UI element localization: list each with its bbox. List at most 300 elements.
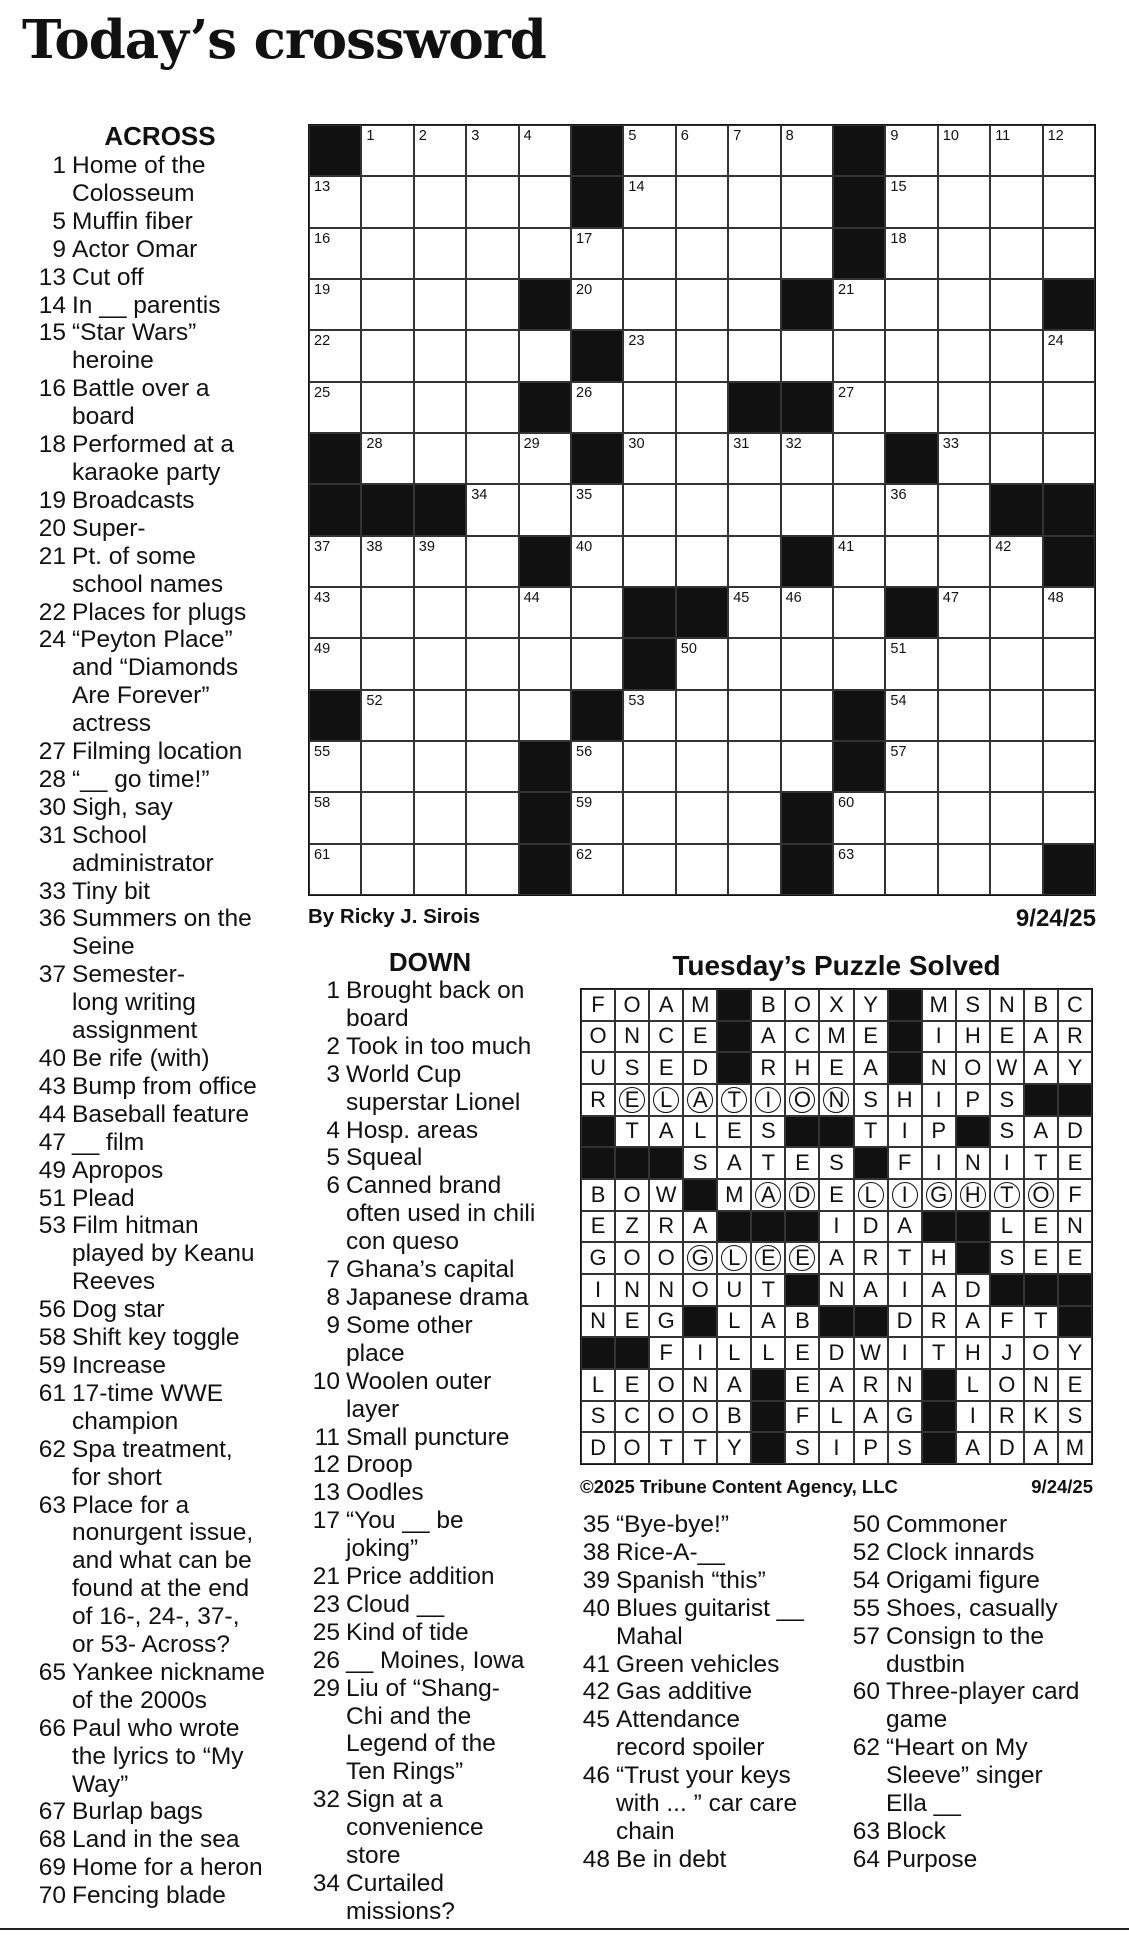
answer-cell[interactable] [1043,382,1095,433]
answer-cell[interactable] [885,536,937,587]
answer-cell[interactable] [938,228,990,279]
solution-black-square [785,1274,819,1306]
clue-number: 59 [38,1351,66,1379]
answer-cell[interactable] [1043,792,1095,843]
answer-cell[interactable] [466,690,518,741]
solution-letter: A [819,1242,853,1274]
answer-cell[interactable] [885,330,937,381]
answer-cell[interactable] [728,279,780,330]
answer-cell[interactable] [414,433,466,484]
answer-cell[interactable] [990,228,1042,279]
answer-cell[interactable] [414,228,466,279]
black-square [781,279,833,330]
answer-cell[interactable] [990,279,1042,330]
answer-cell[interactable] [728,176,780,227]
cell-number: 62 [576,846,593,863]
answer-cell[interactable] [676,690,728,741]
answer-cell[interactable] [676,792,728,843]
answer-cell[interactable] [938,536,990,587]
clue-item [308,1647,570,1675]
answer-cell[interactable] [414,536,466,587]
clue-number: 16 [38,375,66,403]
answer-cell[interactable] [361,587,413,638]
answer-cell[interactable] [414,638,466,689]
cell-number: 44 [523,589,540,606]
answer-cell[interactable] [885,484,937,535]
solution-letter: F [581,989,615,1021]
answer-cell[interactable] [885,382,937,433]
answer-cell[interactable] [571,741,623,792]
cell-number: 43 [314,589,331,606]
answer-cell[interactable] [833,844,885,895]
answer-cell[interactable] [519,433,571,484]
solution-black-square [819,1116,853,1148]
answer-cell[interactable] [885,792,937,843]
answer-cell[interactable] [676,382,728,433]
answer-cell[interactable] [466,484,518,535]
answer-cell[interactable] [519,484,571,535]
answer-cell[interactable] [623,176,675,227]
solution-black-square [717,1021,751,1053]
answer-cell[interactable] [676,279,728,330]
answer-cell[interactable] [676,638,728,689]
answer-cell[interactable] [466,125,518,176]
answer-cell[interactable] [466,279,518,330]
answer-cell[interactable] [309,330,361,381]
answer-cell[interactable] [466,228,518,279]
answer-cell[interactable] [990,690,1042,741]
answer-cell[interactable] [309,587,361,638]
answer-cell[interactable] [1043,228,1095,279]
answer-cell[interactable] [623,382,675,433]
answer-cell[interactable] [833,279,885,330]
clue-number: 39 [582,1566,610,1594]
answer-cell[interactable] [990,638,1042,689]
answer-cell[interactable] [833,330,885,381]
answer-cell[interactable] [519,228,571,279]
answer-cell[interactable] [519,330,571,381]
answer-cell[interactable] [571,536,623,587]
answer-cell[interactable] [466,433,518,484]
clue-item [578,1762,846,1846]
clue-item [308,1563,570,1591]
cell-number: 55 [314,743,331,760]
solution-letter: W [649,1179,683,1211]
solution-letter: D [683,1052,717,1084]
solution-letter: B [717,1401,751,1433]
answer-cell[interactable] [309,638,361,689]
answer-cell[interactable] [728,638,780,689]
solution-letter: T [649,1432,683,1464]
answer-cell[interactable] [990,125,1042,176]
answer-cell[interactable] [466,792,518,843]
answer-cell[interactable] [990,433,1042,484]
answer-cell[interactable] [361,536,413,587]
solution-letter: R [1058,1021,1092,1053]
answer-cell[interactable] [833,382,885,433]
answer-cell[interactable] [1043,433,1095,484]
cell-number: 63 [838,846,855,863]
answer-cell[interactable] [938,844,990,895]
solution-letter: Z [615,1211,649,1243]
answer-cell[interactable] [414,792,466,843]
solution-letter: I [888,1116,922,1148]
cell-number: 1 [366,128,375,144]
answer-cell[interactable] [519,125,571,176]
answer-cell[interactable] [623,330,675,381]
answer-cell[interactable] [833,792,885,843]
clue-item [308,1033,570,1061]
solution-letter: E [1024,1242,1058,1274]
answer-cell[interactable] [885,741,937,792]
solution-black-square [615,1337,649,1369]
solution-letter: R [581,1084,615,1116]
solution-letter: R [922,1306,956,1338]
answer-cell[interactable] [938,330,990,381]
clue-text-line: and “Diamonds [72,654,239,682]
answer-cell[interactable] [1043,125,1095,176]
answer-cell[interactable] [728,690,780,741]
solution-letter: U [581,1052,615,1084]
clue-text-line: Dog star [72,1296,165,1324]
solution-letter: I [683,1337,717,1369]
clue-text-line: Super- [72,514,146,542]
answer-cell[interactable] [990,176,1042,227]
solution-black-square [751,1211,785,1243]
answer-cell[interactable] [466,741,518,792]
answer-cell[interactable] [728,330,780,381]
answer-cell[interactable] [885,638,937,689]
clue-text-line: Spanish “this” [616,1566,766,1594]
solution-black-square [717,1211,751,1243]
answer-cell[interactable] [781,690,833,741]
answer-cell[interactable] [676,844,728,895]
solution-letter: N [956,1147,990,1179]
answer-cell[interactable] [676,176,728,227]
answer-cell[interactable] [781,638,833,689]
answer-cell[interactable] [728,844,780,895]
solution-letter: E [785,1147,819,1179]
answer-cell[interactable] [885,228,937,279]
answer-cell[interactable] [676,330,728,381]
clue-item [34,236,306,264]
answer-cell[interactable] [466,638,518,689]
clue-number: 45 [582,1706,610,1734]
answer-cell[interactable] [990,587,1042,638]
solution-letter: F [785,1401,819,1433]
answer-cell[interactable] [676,228,728,279]
answer-cell[interactable] [938,433,990,484]
answer-cell[interactable] [361,176,413,227]
cell-number: 33 [942,435,959,452]
clue-number: 56 [38,1296,66,1324]
answer-cell[interactable] [519,587,571,638]
answer-cell[interactable] [309,176,361,227]
answer-cell[interactable] [571,382,623,433]
clue-number: 67 [38,1798,66,1826]
answer-cell[interactable] [938,638,990,689]
clue-text-line: for short [72,1463,162,1491]
answer-cell[interactable] [361,844,413,895]
answer-cell[interactable] [466,844,518,895]
answer-cell[interactable] [623,433,675,484]
answer-cell[interactable] [938,741,990,792]
answer-cell[interactable] [676,536,728,587]
answer-cell[interactable] [833,587,885,638]
answer-cell[interactable] [623,228,675,279]
cell-number: 46 [785,589,802,606]
answer-cell[interactable] [833,536,885,587]
answer-cell[interactable] [414,587,466,638]
cell-number: 54 [890,692,907,709]
answer-cell[interactable] [1043,741,1095,792]
answer-cell[interactable] [833,484,885,535]
clue-item [308,1284,570,1312]
solution-black-square [683,1179,717,1211]
clue-text-line: Paul who wrote [72,1714,240,1742]
answer-cell[interactable] [833,433,885,484]
answer-cell[interactable] [309,792,361,843]
answer-cell[interactable] [623,690,675,741]
answer-cell[interactable] [781,228,833,279]
solution-letter: F [649,1337,683,1369]
answer-cell[interactable] [414,382,466,433]
answer-cell[interactable] [414,176,466,227]
solution-letter: E [819,1179,853,1211]
clue-number: 18 [38,431,66,459]
clue-text-line: of 16-, 24-, 37-, [72,1603,240,1631]
clue-number: 28 [38,765,66,793]
solution-letter: R [649,1211,683,1243]
answer-cell[interactable] [938,690,990,741]
answer-cell[interactable] [938,792,990,843]
answer-cell[interactable] [676,741,728,792]
cell-number: 59 [576,795,593,812]
answer-cell[interactable] [361,279,413,330]
solution-letter: L [819,1401,853,1433]
solution-letter: T [922,1337,956,1369]
answer-cell[interactable] [571,587,623,638]
solution-letter: I [751,1084,785,1116]
black-square [1043,279,1095,330]
answer-cell[interactable] [990,792,1042,843]
answer-cell[interactable] [676,433,728,484]
cell-number: 30 [628,435,645,452]
answer-cell[interactable] [728,484,780,535]
solution-letter: A [717,1147,751,1179]
answer-cell[interactable] [361,228,413,279]
answer-cell[interactable] [938,484,990,535]
answer-cell[interactable] [361,330,413,381]
answer-cell[interactable] [361,382,413,433]
answer-cell[interactable] [676,484,728,535]
solution-black-square [956,1242,990,1274]
answer-cell[interactable] [781,587,833,638]
solution-letter: S [956,989,990,1021]
solution-letter: L [854,1179,888,1211]
answer-cell[interactable] [571,484,623,535]
answer-cell[interactable] [623,844,675,895]
answer-cell[interactable] [309,536,361,587]
clue-text-line: Shift key toggle [72,1324,240,1352]
answer-cell[interactable] [938,279,990,330]
answer-cell[interactable] [885,125,937,176]
answer-cell[interactable] [309,279,361,330]
answer-cell[interactable] [623,741,675,792]
answer-cell[interactable] [571,228,623,279]
answer-cell[interactable] [781,484,833,535]
answer-cell[interactable] [466,176,518,227]
answer-cell[interactable] [466,587,518,638]
clue-text-line: joking” [346,1535,419,1563]
clue-text-line: nonurgent issue, [72,1519,254,1547]
answer-cell[interactable] [466,330,518,381]
answer-cell[interactable] [728,792,780,843]
answer-cell[interactable] [361,125,413,176]
answer-cell[interactable] [938,587,990,638]
answer-cell[interactable] [414,330,466,381]
clue-text-line: Tiny bit [72,877,151,905]
clue-text-line: Kind of tide [346,1618,469,1646]
clue-number: 21 [312,1563,340,1591]
solution-black-square [888,1052,922,1084]
clue-number: 19 [38,486,66,514]
answer-cell[interactable] [623,536,675,587]
clue-number: 34 [312,1870,340,1897]
clue-item [34,599,306,627]
answer-cell[interactable] [885,690,937,741]
answer-cell[interactable] [361,638,413,689]
clue-text-line: Muffin fiber [72,207,193,235]
answer-cell[interactable] [938,382,990,433]
answer-cell[interactable] [938,125,990,176]
clue-text-line: Places for plugs [72,598,247,626]
answer-cell[interactable] [309,228,361,279]
answer-cell[interactable] [414,690,466,741]
answer-cell[interactable] [414,125,466,176]
answer-cell[interactable] [361,690,413,741]
answer-cell[interactable] [623,484,675,535]
solution-black-square [819,1306,853,1338]
answer-cell[interactable] [623,125,675,176]
answer-cell[interactable] [728,587,780,638]
answer-cell[interactable] [676,125,728,176]
clue-number: 44 [38,1100,66,1128]
clue-number: 69 [38,1854,66,1882]
solution-letter: D [854,1211,888,1243]
answer-cell[interactable] [414,741,466,792]
solution-letter: L [717,1337,751,1369]
answer-cell[interactable] [519,176,571,227]
answer-cell[interactable] [519,690,571,741]
clue-item [308,1479,570,1507]
answer-cell[interactable] [309,844,361,895]
answer-cell[interactable] [361,792,413,843]
answer-cell[interactable] [361,433,413,484]
answer-cell[interactable] [885,279,937,330]
answer-cell[interactable] [1043,176,1095,227]
answer-cell[interactable] [990,382,1042,433]
clue-text-line: Three-player card [886,1678,1080,1706]
cell-number: 49 [314,641,331,658]
answer-cell[interactable] [781,176,833,227]
clue-item [34,543,306,599]
clue-number: 47 [38,1128,66,1156]
answer-cell[interactable] [990,844,1042,895]
answer-cell[interactable] [1043,638,1095,689]
clue-number: 21 [38,542,66,570]
clue-text-line: Plead [72,1184,135,1212]
clue-item [848,1511,1126,1539]
answer-cell[interactable] [781,433,833,484]
solution-letter: E [615,1084,649,1116]
answer-cell[interactable] [623,792,675,843]
answer-cell[interactable] [885,844,937,895]
answer-cell[interactable] [1043,330,1095,381]
answer-cell[interactable] [728,536,780,587]
answer-cell[interactable] [414,279,466,330]
cell-number: 61 [314,846,331,863]
black-square [781,536,833,587]
answer-cell[interactable] [781,125,833,176]
answer-cell[interactable] [309,382,361,433]
clue-text-line: missions? [346,1897,455,1925]
answer-cell[interactable] [1043,587,1095,638]
cell-number: 24 [1047,333,1064,350]
solution-letter: N [819,1274,853,1306]
answer-cell[interactable] [466,382,518,433]
answer-cell[interactable] [309,741,361,792]
answer-cell[interactable] [728,228,780,279]
answer-cell[interactable] [728,433,780,484]
answer-cell[interactable] [361,741,413,792]
answer-cell[interactable] [571,792,623,843]
clue-text-line: Attendance [616,1706,740,1734]
answer-cell[interactable] [990,536,1042,587]
answer-cell[interactable] [623,279,675,330]
cell-number: 41 [838,538,855,555]
cell-number: 28 [366,435,383,452]
answer-cell[interactable] [990,741,1042,792]
answer-cell[interactable] [571,279,623,330]
clue-text-line: Sleeve” singer [886,1762,1043,1790]
answer-cell[interactable] [833,638,885,689]
black-square [623,638,675,689]
answer-cell[interactable] [728,741,780,792]
solution-letter: A [956,1306,990,1338]
answer-cell[interactable] [466,536,518,587]
answer-cell[interactable] [1043,690,1095,741]
solution-letter: H [956,1337,990,1369]
answer-cell[interactable] [781,330,833,381]
answer-cell[interactable] [728,125,780,176]
answer-cell[interactable] [781,741,833,792]
black-square [833,176,885,227]
clue-number: 43 [38,1072,66,1100]
answer-cell[interactable] [885,176,937,227]
clue-text-line: Curtailed [346,1870,445,1897]
solution-letter: S [819,1147,853,1179]
answer-cell[interactable] [938,176,990,227]
answer-cell[interactable] [519,638,571,689]
answer-cell[interactable] [990,330,1042,381]
answer-cell[interactable] [414,844,466,895]
answer-cell[interactable] [571,844,623,895]
solution-black-square [990,1274,1024,1306]
cell-number: 35 [576,487,593,504]
answer-cell[interactable] [571,638,623,689]
solution-letter: X [819,989,853,1021]
